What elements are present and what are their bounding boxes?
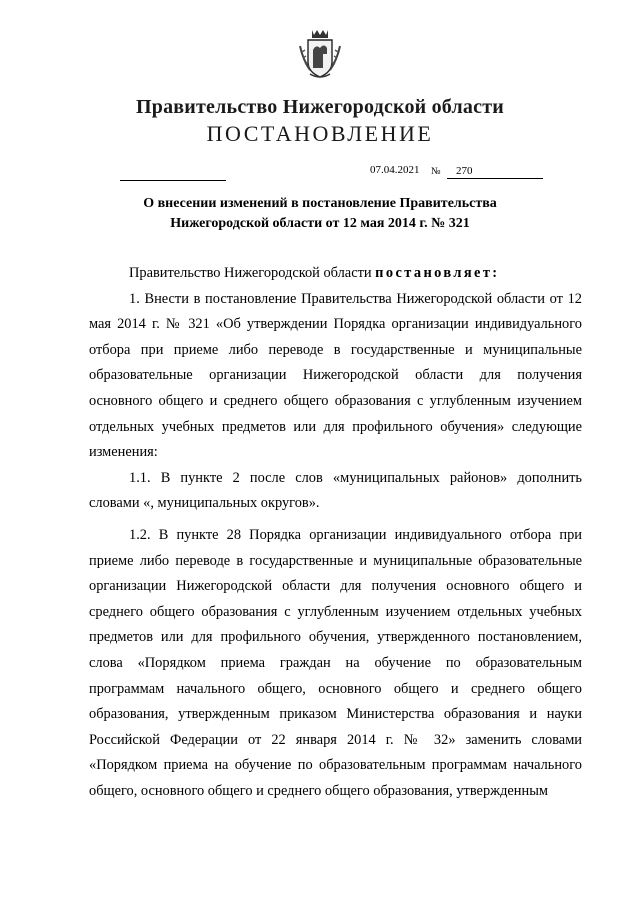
intro-paragraph [89,261,582,287]
document-date: 07.04.2021 [370,164,420,176]
title-line-2: Нижегородской области от 12 мая 2014 г. № 321 [170,216,470,231]
title-line-1: О внесении изменений в постановление Правительства [143,196,497,211]
document-title [120,194,520,234]
intro-text: Правительство Нижегородской области [129,265,376,281]
document-type: ПОСТАНОВЛЕНИЕ [206,121,434,146]
paragraph-1: 1. Внести в постановление Правительства Нижегородской области от 12 мая 2014 г. № 321 «Об утверждении Порядка организации индивидуального отбора при приеме либо переводе в государственные и муниципальные образовательные организации Нижегородской области для получения основного общего и среднего общего образования с углубленным изучением отдельных учебных предметов или для профильного обучения» следующие изменения: [89,290,582,461]
coat-of-arms-icon [298,26,342,80]
document-number: 270 [447,164,543,179]
organization-name: Правительство Нижегородской области [136,96,504,118]
paragraph-1-1: 1.1. В пункте 2 после слов «муниципальных районов» дополнить словами «, муниципальных округов». [89,469,582,512]
signature-blank-line [120,180,226,181]
document-body [89,261,582,804]
paragraph-1-2: 1.2. В пункте 28 Порядка организации индивидуального отбора при приеме либо переводе в государственные и муниципальные образовательные организации Нижегородской области для получения основного общего и среднего общего образования с углубленным изучением отдельных учебных предметов или для профильного обучения, утвержденного постановлением, слова «Порядком приема граждан на обучение по образовательным программам начального общего, основного общего и среднего общего образования, утвержденным приказом Министерства образования и науки Российской Федерации от 22 января 2014 г. № 32» заменить словами «Порядком приема на обучение по образовательным программам начального общего, основного общего и среднего общего образования, утвержденным [89,526,582,799]
intro-emphasis: постановляет: [375,265,500,281]
number-sign: № [431,166,441,177]
